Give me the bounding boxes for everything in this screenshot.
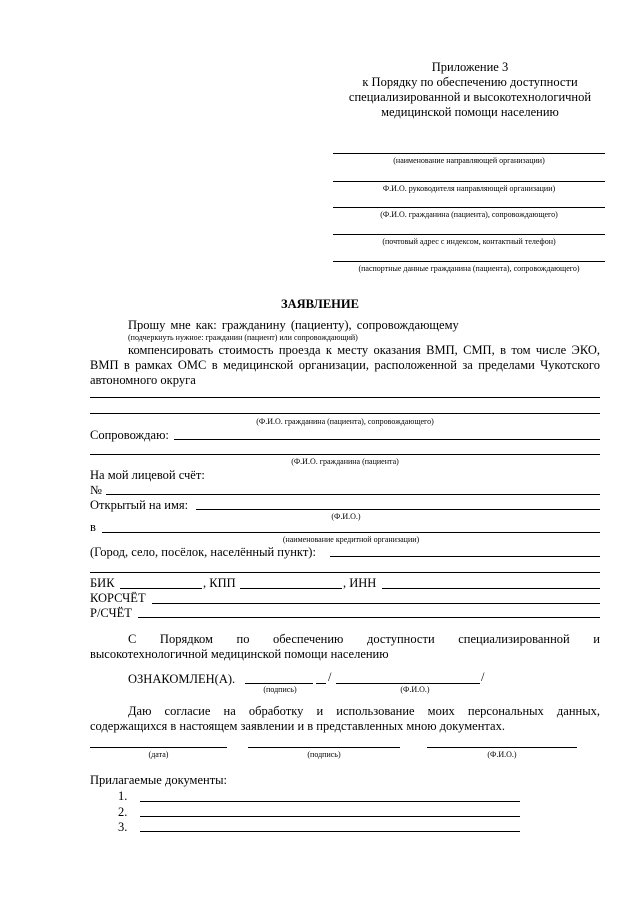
passport-caption: (паспортные данные гражданина (пациента), сопровождающего) — [358, 264, 580, 273]
bik-field[interactable] — [120, 588, 202, 589]
sign-field[interactable] — [248, 747, 400, 748]
consent-line-2: содержащихся в настоящем заявлении и в представленных мною документах. — [90, 719, 505, 733]
in-label: в — [90, 520, 96, 534]
para-line-2: ВМП в рамках ОМС в медицинской организации, расположенной за пределами Чукотского — [90, 358, 600, 372]
attached-item-2-field[interactable] — [140, 816, 520, 817]
address-caption: (почтовый адрес с индексом, контактный телефон) — [382, 237, 556, 246]
opened-label: Открытый на имя: — [90, 498, 189, 512]
accompany-field-2[interactable] — [90, 454, 600, 455]
acq-sign-field[interactable] — [245, 683, 313, 684]
date-field[interactable] — [90, 747, 227, 748]
appendix-line-2: к Порядку по обеспечению доступности — [362, 75, 578, 89]
slash-2: / — [481, 670, 485, 684]
document-title: ЗАЯВЛЕНИЕ — [281, 297, 359, 311]
city-label: (Город, село, посёлок, населённый пункт): — [90, 545, 316, 559]
appendix-line-4: медицинской помощи населению — [381, 105, 559, 119]
attached-item-3-field[interactable] — [140, 831, 520, 832]
head-fio-line[interactable] — [333, 181, 605, 182]
head-fio-caption: Ф.И.О. руководителя направляющей организации) — [382, 184, 556, 193]
bik-label: БИК — [90, 576, 115, 590]
bank-caption: (наименование кредитной организации) — [282, 535, 420, 544]
attached-item-3-number: 3. — [118, 820, 128, 834]
rs-label: Р/СЧЁТ — [90, 606, 132, 620]
acq-sep-field[interactable] — [316, 683, 326, 684]
kpp-label: , КПП — [203, 576, 236, 590]
attached-item-1-number: 1. — [118, 789, 128, 803]
org-name-line[interactable] — [333, 153, 605, 154]
sign-caption: (подпись) — [307, 750, 341, 759]
slash-1: / — [328, 670, 332, 684]
bank-field[interactable] — [102, 532, 600, 533]
appendix-line-1: Приложение 3 — [431, 60, 509, 74]
acq-sign-caption: (подпись) — [263, 685, 297, 694]
accompany-label: Сопровождаю: — [90, 428, 169, 442]
order-line-1: С Порядком по обеспечению доступности специализированной и — [128, 632, 600, 646]
para-line-1: компенсировать стоимость проезда к месту оказания ВМП, СМП, в том числе ЭКО, — [128, 343, 600, 357]
account-number-field[interactable] — [106, 494, 600, 495]
fio-sign-caption: (Ф.И.О.) — [487, 750, 517, 759]
request-hint: (подчеркнуть нужное: гражданин (пациент) или сопровождающий) — [128, 333, 358, 342]
opened-caption: (Ф.И.О.) — [331, 512, 361, 521]
citizen-fio-caption: (Ф.И.О. гражданина (пациента), сопровождающего) — [380, 210, 558, 219]
number-label: № — [90, 483, 102, 497]
kors-label: КОРСЧЁТ — [90, 591, 146, 605]
kors-field[interactable] — [152, 603, 600, 604]
city-field[interactable] — [330, 556, 600, 557]
citizen-fio-line[interactable] — [333, 207, 605, 208]
fio-caption: (Ф.И.О. гражданина (пациента), сопровождающего) — [256, 417, 434, 426]
fio-sign-field[interactable] — [427, 747, 577, 748]
account-label: На мой лицевой счёт: — [90, 468, 205, 482]
para-line-3: автономного округа — [90, 373, 196, 387]
attached-label: Прилагаемые документы: — [90, 773, 228, 787]
appendix-line-3: специализированной и высокотехнологичной — [348, 90, 592, 104]
kpp-field[interactable] — [240, 588, 342, 589]
attached-item-1-field[interactable] — [140, 801, 520, 802]
acq-fio-field[interactable] — [336, 683, 480, 684]
date-caption: (дата) — [148, 750, 169, 759]
order-line-2: высокотехнологичной медицинской помощи населению — [90, 647, 389, 661]
address-line[interactable] — [333, 234, 605, 235]
city-field-2[interactable] — [90, 572, 600, 573]
acquainted-label: ОЗНАКОМЛЕН(А). — [128, 672, 236, 686]
org-name-caption: (наименование направляющей организации) — [393, 156, 545, 165]
inn-label: , ИНН — [343, 576, 377, 590]
fio-line-1[interactable] — [90, 397, 600, 398]
attached-item-2-number: 2. — [118, 805, 128, 819]
accompany-caption: (Ф.И.О. гражданина (пациента) — [291, 457, 399, 466]
request-line: Прошу мне как: гражданину (пациенту), сопровождающему — [128, 318, 459, 332]
acq-fio-caption: (Ф.И.О.) — [400, 685, 430, 694]
passport-line[interactable] — [333, 261, 605, 262]
consent-line-1: Даю согласие на обработку и использование моих персональных данных, — [128, 704, 600, 718]
inn-field[interactable] — [382, 588, 600, 589]
fio-line-2[interactable] — [90, 413, 600, 414]
rs-field[interactable] — [138, 617, 600, 618]
accompany-field[interactable] — [174, 439, 600, 440]
opened-name-field[interactable] — [196, 509, 600, 510]
